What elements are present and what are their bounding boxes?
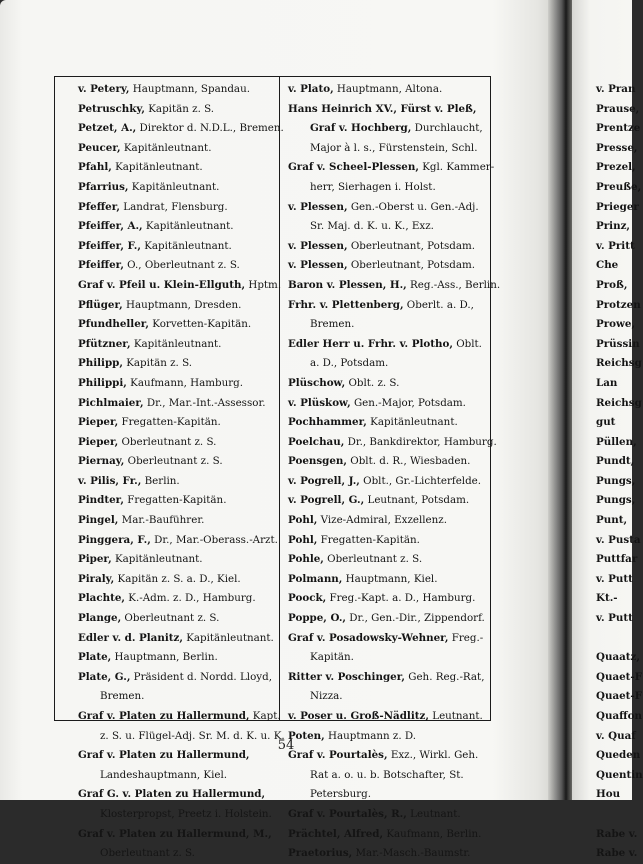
entry-detail: Oberleutnant z. S. — [124, 455, 223, 468]
entry-detail: Kapitänleutnant. — [142, 220, 234, 233]
entry-detail: Oblt., Gr.-Lichterfelde. — [359, 474, 482, 487]
right-fragment: Lan — [596, 376, 618, 389]
entry-detail: z. S. u. Flügel-Adj. Sr. M. d. K. u. K. — [100, 729, 285, 742]
entry-detail: Fregatten-Kapitän. — [118, 416, 221, 429]
right-fragment: Prowe, — [596, 318, 636, 331]
right-fragment: Puttfar — [596, 553, 638, 566]
entry-detail: O., Oberleutnant z. S. — [123, 259, 240, 272]
directory-entry — [288, 844, 484, 864]
directory-entry — [78, 256, 276, 276]
entry-name: Plate, — [78, 651, 112, 664]
entry-name: Pfarrius, — [78, 180, 129, 193]
entry-name: v. Plessen, — [288, 239, 348, 252]
right-fragment: Rabe v. — [596, 827, 638, 840]
directory-entry — [288, 785, 484, 805]
entry-detail: Oberleutnant, Potsdam. — [347, 239, 476, 252]
entry-name: Piraly, — [78, 572, 115, 585]
directory-entry — [78, 668, 276, 688]
directory-entry — [288, 452, 484, 472]
directory-entry — [78, 296, 276, 316]
entry-detail: Kgl. Kammer- — [418, 161, 495, 174]
entry-detail: Gen.-Oberst u. Gen.-Adj. — [347, 200, 479, 213]
entry-detail: Sr. Maj. d. K. u. K., Exz. — [310, 220, 434, 233]
entry-detail: Kapitänleutnant. — [111, 161, 203, 174]
entry-name: Graf G. v. Platen zu Hallermund, — [78, 788, 266, 801]
directory-entry — [288, 472, 484, 492]
directory-entry — [78, 276, 282, 296]
entry-detail: Oberleutnant z. S. — [121, 612, 220, 625]
directory-entry — [78, 433, 276, 453]
directory-entry — [78, 805, 276, 825]
right-fragment: Prezel, — [596, 161, 636, 174]
entry-name: Pohl, — [288, 533, 318, 546]
right-fragment: Reichsg — [596, 357, 642, 370]
directory-entry — [78, 413, 276, 433]
entry-detail: Leutnant. — [406, 807, 461, 820]
entry-name: Graf v. Scheel-Plessen, — [288, 161, 419, 174]
right-fragment: Rabe v. — [596, 847, 638, 860]
entry-name: Philipp, — [78, 357, 123, 370]
entry-name: v. Pogrell, G., — [288, 494, 365, 507]
entry-name: Plachte, — [78, 592, 125, 605]
entry-detail: Geh. Reg.-Rat, — [404, 670, 485, 683]
entry-name: Edler v. d. Planitz, — [78, 631, 183, 644]
right-fragment: Prinz, — [596, 220, 630, 233]
entry-name: Pichlmaier, — [78, 396, 144, 409]
entry-detail: Kapitänleutnant. — [366, 416, 458, 429]
entry-detail: Oberleutnant z. S. — [323, 553, 423, 566]
directory-entry — [288, 491, 484, 511]
directory-entry — [78, 766, 276, 786]
directory-entry — [288, 531, 484, 551]
entry-name: Prächtel, Alfred, — [288, 827, 384, 840]
entry-detail: Kapitänleutnant. — [111, 553, 203, 566]
entry-detail: Dr., Gen.-Dir., Zippendorf. — [346, 612, 485, 625]
directory-entry — [288, 394, 484, 414]
entry-detail: Dr., Mar.-Int.-Assessor. — [143, 396, 266, 409]
entry-detail: Hauptmann z. D. — [324, 729, 417, 742]
entry-detail: Hauptmann, Spandau. — [129, 83, 250, 95]
entry-name: v. Poser u. Groß-Nädlitz, — [288, 710, 429, 722]
right-fragment: Prentze — [596, 122, 641, 135]
entry-name: Piper, — [78, 553, 112, 566]
right-fragment: Prause, — [596, 102, 640, 115]
entry-detail: Leutnant. — [428, 710, 483, 722]
right-fragment: Quaet-F — [596, 690, 643, 703]
entry-detail: Direktor d. N.D.L., Bremen. — [136, 122, 284, 135]
entry-name: Pfundheller, — [78, 318, 150, 331]
entry-detail: Klosterpropst, Preetz i. Holstein. — [100, 807, 272, 820]
entry-detail: Hauptmann, Dresden. — [122, 298, 242, 311]
entry-name: Graf v. Platen zu Hallermund, — [78, 749, 250, 762]
right-fragment: v. Putt — [596, 572, 633, 585]
directory-entry — [288, 825, 484, 845]
entry-detail: Freg.- — [448, 631, 484, 644]
entry-detail: Kapitänleutnant. — [120, 141, 212, 154]
middle-column — [288, 80, 501, 864]
directory-entry — [288, 570, 484, 590]
right-fragment: Hou — [596, 788, 621, 801]
right-fragment: Protzen — [596, 298, 641, 311]
directory-entry — [288, 648, 484, 668]
entry-detail: Oberleutnant z. S. — [118, 435, 217, 448]
entry-name: Pochhammer, — [288, 416, 367, 429]
entry-name: Plange, — [78, 612, 122, 625]
directory-entry — [288, 805, 484, 825]
entry-name: Pinggera, F., — [78, 533, 151, 546]
right-fragment: Preuße, — [596, 180, 642, 193]
entry-name: Pindter, — [78, 494, 124, 507]
entry-detail: Durchlaucht, — [411, 122, 483, 135]
entry-detail: Kapitänleutnant. — [140, 239, 232, 252]
entry-detail: Kapitänleutnant. — [128, 180, 220, 193]
directory-entry — [78, 217, 276, 237]
directory-entry — [78, 511, 276, 531]
right-fragment: Che — [596, 259, 619, 272]
directory-entry — [288, 237, 484, 257]
entry-name: v. Petery, — [78, 83, 130, 95]
directory-entry — [78, 472, 276, 492]
entry-name: Pfützner, — [78, 337, 131, 350]
directory-entry — [78, 825, 276, 845]
directory-entry — [288, 335, 484, 355]
entry-detail: Vize-Admiral, Exzellenz. — [317, 514, 447, 527]
entry-name: Graf v. Pourtalès, — [288, 749, 388, 762]
entry-detail: Bremen. — [310, 318, 355, 331]
directory-entry — [288, 413, 484, 433]
right-fragment — [596, 629, 643, 649]
entry-detail: Mar.-Masch.-Baumstr. — [352, 847, 471, 860]
directory-entry — [288, 687, 484, 707]
directory-entry — [78, 844, 276, 864]
right-fragment: v. Pran — [596, 83, 636, 95]
directory-entry — [288, 707, 484, 727]
entry-name: Pieper, — [78, 416, 119, 429]
directory-entry — [288, 315, 484, 335]
directory-entry — [288, 746, 484, 766]
directory-entry — [288, 217, 484, 237]
directory-entry — [78, 139, 276, 159]
entry-detail: Oblt. — [452, 337, 482, 350]
directory-entry — [288, 296, 484, 316]
right-fragment: Prieger — [596, 200, 639, 213]
directory-entry — [288, 550, 484, 570]
directory-entry — [78, 80, 276, 100]
entry-name: Polmann, — [288, 572, 343, 585]
entry-detail: Kaufmann, Berlin. — [383, 827, 482, 840]
directory-entry — [78, 237, 276, 257]
right-fragment: Quaet-F — [596, 670, 643, 683]
directory-entry — [288, 139, 484, 159]
entry-name: Poelchau, — [288, 435, 345, 448]
directory-entry — [78, 570, 276, 590]
entry-detail: Hauptmann, Altona. — [333, 83, 443, 95]
right-fragment: Pungs, — [596, 474, 636, 487]
entry-detail: Oblt. d. R., Wiesbaden. — [347, 455, 471, 468]
right-fragment: Püllen, — [596, 435, 637, 448]
entry-detail: Korvetten-Kapitän. — [149, 318, 252, 331]
entry-detail: Kapitän z. S. — [122, 357, 193, 370]
entry-detail: Nizza. — [310, 690, 343, 703]
entry-detail: Dr., Bankdirektor, Hamburg. — [344, 435, 497, 448]
page-number: 54 — [277, 738, 295, 753]
left-column — [78, 80, 285, 864]
directory-entry — [78, 354, 276, 374]
entry-name: Graf v. Pourtalès, R., — [288, 807, 407, 820]
directory-entry — [288, 178, 484, 198]
entry-detail: K.-Adm. z. D., Hamburg. — [124, 592, 256, 605]
entry-name: Graf v. Hochberg, — [310, 122, 412, 135]
directory-entry — [288, 629, 484, 649]
entry-name: Pohl, — [288, 514, 318, 527]
directory-entry — [288, 766, 484, 786]
directory-entry — [78, 374, 276, 394]
directory-entry — [288, 609, 484, 629]
entry-name: Edler Herr u. Frhr. v. Plotho, — [288, 337, 453, 350]
entry-name: Hans Heinrich XV., Fürst v. Pleß, — [288, 102, 477, 115]
entry-detail: Oblt. z. S. — [345, 376, 400, 389]
entry-name: Baron v. Plessen, H., — [288, 278, 407, 291]
entry-name: Pieper, — [78, 435, 119, 448]
entry-name: Piernay, — [78, 455, 125, 468]
right-fragment: Kt.- — [596, 592, 618, 605]
directory-entry — [78, 589, 276, 609]
column-divider — [279, 76, 280, 721]
entry-detail: Berlin. — [141, 474, 180, 487]
entry-detail: Hauptmann, Berlin. — [111, 651, 218, 664]
entry-name: Frhr. v. Plettenberg, — [288, 298, 404, 311]
entry-name: v. Plessen, — [288, 200, 348, 213]
right-fragment — [596, 805, 643, 825]
directory-entry — [288, 511, 484, 531]
entry-name: Pingel, — [78, 514, 119, 527]
directory-entry — [78, 609, 276, 629]
directory-entry — [78, 335, 276, 355]
entry-name: Graf v. Pfeil u. Klein-Ellguth, — [78, 278, 246, 291]
directory-entry — [78, 119, 284, 139]
directory-entry — [78, 746, 276, 766]
entry-detail: Landrat, Flensburg. — [120, 200, 228, 213]
right-fragment: Queden — [596, 749, 641, 762]
directory-entry — [288, 668, 484, 688]
directory-entry — [78, 452, 276, 472]
entry-name: Pfeiffer, A., — [78, 220, 143, 233]
entry-name: Peucer, — [78, 141, 121, 154]
directory-entry — [288, 727, 484, 747]
directory-entry — [78, 785, 276, 805]
entry-name: Petruschky, — [78, 102, 145, 115]
entry-detail: Mar.-Bauführer. — [118, 514, 205, 527]
entry-name: Plüschow, — [288, 376, 346, 389]
directory-entry — [78, 158, 276, 178]
entry-detail: Petersburg. — [310, 788, 372, 801]
entry-detail: Kapitänleutnant. — [182, 631, 274, 644]
entry-name: v. Pogrell, J., — [288, 474, 360, 487]
entry-name: Graf v. Platen zu Hallermund, M., — [78, 827, 272, 840]
directory-entry — [78, 100, 276, 120]
entry-name: Pflüger, — [78, 298, 123, 311]
entry-name: Graf v. Platen zu Hallermund, — [78, 710, 250, 722]
entry-detail: Gen.-Major, Potsdam. — [350, 396, 466, 409]
directory-entry — [78, 550, 276, 570]
directory-entry — [78, 648, 276, 668]
directory-entry — [288, 198, 484, 218]
entry-name: Pohle, — [288, 553, 324, 566]
entry-name: Poppe, O., — [288, 612, 346, 625]
entry-name: Poock, — [288, 592, 327, 605]
entry-detail: Reg.-Ass., Berlin. — [406, 278, 501, 291]
right-fragment: Pundt, — [596, 455, 635, 468]
right-fragment: Quaatz, — [596, 651, 640, 664]
directory-entry — [288, 433, 497, 453]
entry-detail: herr, Sierhagen i. Holst. — [310, 180, 436, 193]
entry-detail: Landeshauptmann, Kiel. — [100, 768, 228, 781]
entry-name: v. Pilis, Fr., — [78, 474, 142, 487]
entry-name: Poten, — [288, 729, 325, 742]
right-fragment: v. Pusta — [596, 533, 641, 546]
entry-detail: Bremen. — [100, 690, 145, 703]
right-fragment: Quaffon — [596, 710, 642, 722]
entry-detail: Rat a. o. u. b. Botschafter, St. — [310, 768, 464, 781]
entry-name: Pfeiffer, — [78, 259, 124, 272]
right-fragment: Punt, — [596, 514, 628, 527]
directory-entry — [78, 727, 285, 747]
entry-detail: a. D., Potsdam. — [310, 357, 389, 370]
entry-name: Pfeffer, — [78, 200, 120, 213]
directory-entry — [78, 491, 276, 511]
right-fragment: Quentin — [596, 768, 643, 781]
entry-detail: Fregatten-Kapitän. — [123, 494, 227, 507]
directory-entry — [288, 589, 484, 609]
entry-detail: Präsident d. Nordd. Lloyd, — [130, 670, 272, 683]
entry-detail: Freg.-Kapt. a. D., Hamburg. — [326, 592, 476, 605]
entry-detail: Kapitän. — [310, 651, 354, 664]
directory-entry — [288, 374, 484, 394]
entry-name: v. Plato, — [288, 83, 334, 95]
entry-name: Petzet, A., — [78, 122, 137, 135]
entry-detail: Hptm. — [245, 278, 282, 291]
directory-entry — [78, 394, 276, 414]
entry-detail: Oberlt. a. D., — [403, 298, 474, 311]
entry-detail: Oberleutnant z. S. — [100, 847, 195, 860]
entry-detail: Leutnant, Potsdam. — [364, 494, 470, 507]
entry-detail: Dr., Mar.-Oberass.-Arzt. — [150, 533, 278, 546]
right-fragment: v. Quaf — [596, 729, 636, 742]
right-fragment: Reichsg — [596, 396, 642, 409]
entry-name: Ritter v. Poschinger, — [288, 670, 405, 683]
entry-detail: Kapt. — [249, 710, 281, 722]
entry-detail: Kapitänleutnant. — [130, 337, 222, 350]
right-fragment: v. Putt — [596, 612, 633, 625]
directory-entry — [78, 531, 276, 551]
entry-name: v. Plüskow, — [288, 396, 351, 409]
right-fragment: Presse, — [596, 141, 638, 154]
right-column-fragment — [596, 80, 643, 864]
directory-entry — [78, 198, 276, 218]
directory-entry — [288, 119, 484, 139]
entry-detail: Kapitän z. S. — [144, 102, 215, 115]
entry-name: Philippi, — [78, 376, 127, 389]
directory-entry — [78, 687, 276, 707]
directory-entry — [78, 707, 281, 727]
entry-name: Praetorius, — [288, 847, 353, 860]
directory-entry — [288, 158, 495, 178]
right-fragment: Proß, — [596, 278, 628, 291]
entry-name: Poensgen, — [288, 455, 347, 468]
right-fragment: gut — [596, 416, 616, 429]
entry-detail: Kapitän z. S. a. D., Kiel. — [114, 572, 241, 585]
directory-entry — [78, 629, 276, 649]
entry-name: v. Plessen, — [288, 259, 348, 272]
directory-entry — [288, 354, 484, 374]
entry-detail: Oberleutnant, Potsdam. — [347, 259, 476, 272]
directory-entry — [78, 178, 276, 198]
directory-entry — [288, 100, 484, 120]
right-fragment: Prüssin — [596, 337, 640, 350]
entry-detail: Exz., Wirkl. Geh. — [387, 749, 479, 762]
entry-detail: Major à l. s., Fürstenstein, Schl. — [310, 141, 478, 154]
entry-name: Pfahl, — [78, 161, 112, 174]
directory-entry — [288, 80, 484, 100]
directory-entry — [288, 276, 501, 296]
right-fragment: Pungs, — [596, 494, 636, 507]
entry-name: Graf v. Posadowsky-Wehner, — [288, 631, 449, 644]
directory-entry — [288, 256, 484, 276]
entry-name: Plate, G., — [78, 670, 131, 683]
entry-name: Pfeiffer, F., — [78, 239, 141, 252]
entry-detail: Hauptmann, Kiel. — [342, 572, 438, 585]
entry-detail: Kaufmann, Hamburg. — [126, 376, 244, 389]
entry-detail: Fregatten-Kapitän. — [317, 533, 420, 546]
directory-entry — [78, 315, 276, 335]
right-fragment: v. Pritt — [596, 239, 635, 252]
